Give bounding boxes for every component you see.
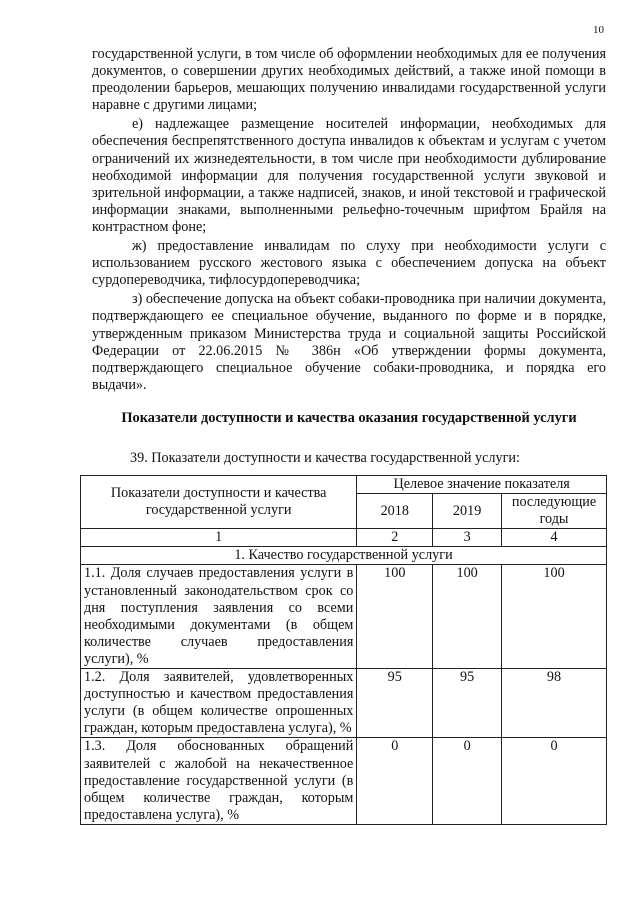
row-value-2018: 0: [357, 738, 433, 824]
paragraph-continuation: государственной услуги, в том числе об оформлении необходимых для ее получения документов, о совершении других необходимых действий, а также иной помощи в преодолении барьеров, мешающих получению инвалидами государственной услуги наравне с другими лицами;: [92, 46, 606, 114]
table-intro: 39. Показатели доступности и качества государственной услуги:: [130, 450, 520, 466]
row-value-next: 100: [502, 565, 607, 669]
header-year-2019: 2019: [433, 494, 502, 529]
column-number-4: 4: [502, 529, 607, 547]
paragraph-zh: ж) предоставление инвалидам по слуху при необходимости услуги с использованием русского жестового языка с обеспечением допуска на объект сурдопереводчика, тифлосурдопереводчика;: [92, 238, 606, 289]
table-row: [81, 738, 607, 824]
column-number-3: 3: [433, 529, 502, 547]
group-title: 1. Качество государственной услуги: [81, 547, 607, 565]
table-number-row: [81, 529, 607, 547]
row-value-2018: 95: [357, 669, 433, 738]
header-target: Целевое значение показателя: [357, 476, 607, 494]
section-title: Показатели доступности и качества оказания государственной услуги: [121, 410, 577, 426]
row-label: 1.2. Доля заявителей, удовлетворенных доступностью и качеством предоставления услуги (в общем количестве опрошенных граждан, которым предоставлена услуга), %: [81, 669, 357, 738]
row-value-2019: 95: [433, 669, 502, 738]
row-value-2019: 0: [433, 738, 502, 824]
row-label: 1.1. Доля случаев предоставления услуги в установленный законодательством срок со дня поступления заявления со всеми необходимыми документами (в общем количестве случаев предоставления услуги), %: [81, 565, 357, 669]
table-row: [81, 669, 607, 738]
row-value-2019: 100: [433, 565, 502, 669]
column-number-1: 1: [81, 529, 357, 547]
table-group-row: [81, 547, 607, 565]
indicators-table: [80, 475, 607, 825]
header-year-2018: 2018: [357, 494, 433, 529]
row-value-2018: 100: [357, 565, 433, 669]
page-number: 10: [593, 24, 604, 36]
column-number-2: 2: [357, 529, 433, 547]
header-indicator: Показатели доступности и качества государственной услуги: [81, 476, 357, 529]
header-year-next: последующие годы: [502, 494, 607, 529]
paragraph-z: з) обеспечение допуска на объект собаки-проводника при наличии документа, подтверждающего ее специальное обучение, выданного по форме и в порядке, утвержденным приказом Министерства труда и социальной защиты Российской Федерации от 22.06.2015 № 386н «Об утверждении формы документа, подтверждающего специальное обучение собаки-проводника, и порядка его выдачи».: [92, 291, 606, 393]
row-value-next: 98: [502, 669, 607, 738]
table-header-row: [81, 476, 607, 494]
row-label: 1.3. Доля обоснованных обращений заявителей с жалобой на некачественное предоставление государственной услуги (в общем количестве граждан, которым предоставлена услуга), %: [81, 738, 357, 824]
paragraph-e: е) надлежащее размещение носителей информации, необходимых для обеспечения беспрепятственного доступа инвалидов к объектам и услугам с учетом ограничений их жизнедеятельности, в том числе при необходимости дублирование необходимой информации для получения государственной услуги звуковой и зрительной информации, а также надписей, знаков, и иной текстовой и графической информации знаками, выполненными рельефно-точечным шрифтом Брайля на контрастном фоне;: [92, 116, 606, 235]
body-text: [92, 46, 606, 396]
row-value-next: 0: [502, 738, 607, 824]
table-row: [81, 565, 607, 669]
